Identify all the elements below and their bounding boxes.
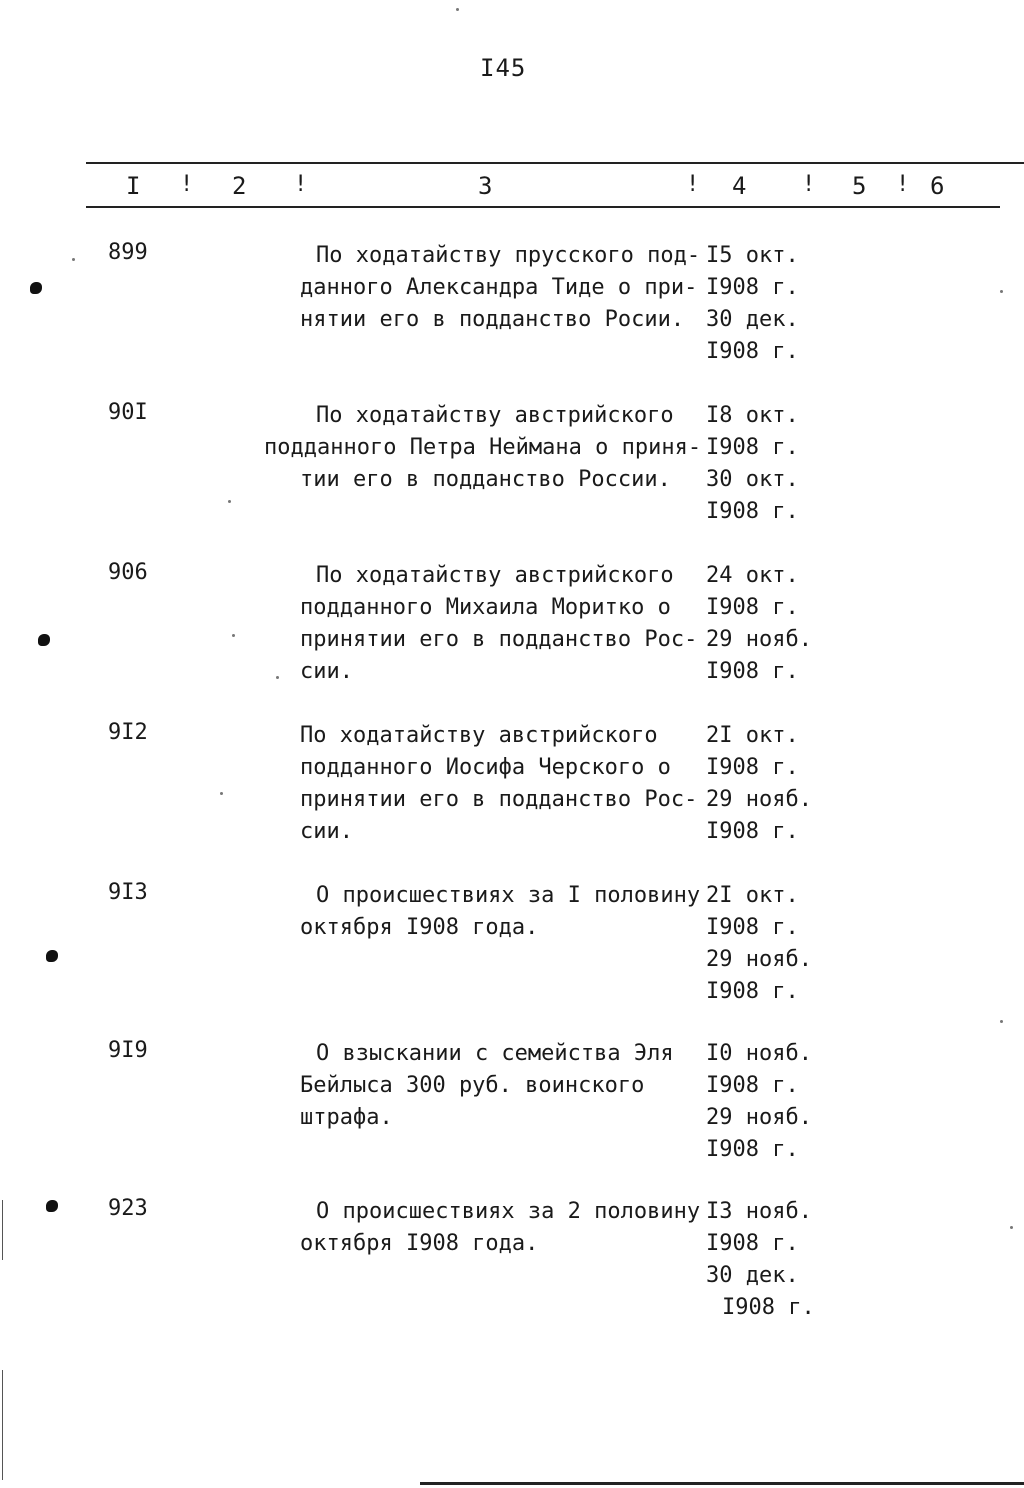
entry-end-year: I908 г. — [706, 819, 799, 844]
entry-end-date: 29 нояб. — [706, 1105, 812, 1130]
entry-end-date: 30 окт. — [706, 467, 799, 492]
scan-speck — [1000, 290, 1003, 293]
entry-end-year: I908 г. — [706, 1137, 799, 1162]
entry-text-line: По ходатайству прусского под- — [316, 243, 701, 268]
entry-text-line: О взыскании с семейства Эля — [316, 1041, 674, 1066]
scan-speck — [228, 500, 231, 503]
entry-start-date: 2I окт. — [706, 723, 799, 748]
entry-number: 9I3 — [108, 880, 148, 905]
scan-speck — [456, 8, 459, 11]
entry-start-date: I3 нояб. — [706, 1199, 812, 1224]
entry-number: 9I2 — [108, 720, 148, 745]
entry-end-year: I908 г. — [706, 339, 799, 364]
column-header-4: 4 — [732, 172, 747, 200]
entry-end-year: I908 г. — [706, 659, 799, 684]
entry-text-line: Бейлыса 300 руб. воинского — [300, 1073, 645, 1098]
entry-text-line: сии. — [300, 819, 353, 844]
binding-edge-line — [2, 1200, 3, 1260]
column-separator: ! — [180, 172, 194, 197]
column-header-6: 6 — [930, 172, 945, 200]
column-separator: ! — [802, 172, 816, 197]
scan-speck — [276, 676, 279, 679]
punch-hole-mark — [38, 634, 50, 646]
binding-edge-line — [2, 1370, 3, 1480]
entry-text-line: данного Александра Тиде о при- — [300, 275, 698, 300]
entry-text-line: тии его в подданство России. — [300, 467, 671, 492]
scan-speck — [72, 258, 75, 261]
entry-text-line: принятии его в подданство Рос- — [300, 627, 698, 652]
entry-start-date: I8 окт. — [706, 403, 799, 428]
column-header-3: 3 — [478, 172, 493, 200]
entry-number: 923 — [108, 1196, 148, 1221]
entry-end-year: I908 г. — [706, 979, 799, 1004]
entry-text-line: По ходатайству австрийского — [300, 723, 658, 748]
entry-number: 906 — [108, 560, 148, 585]
column-separator: ! — [686, 172, 700, 197]
entry-start-date: 2I окт. — [706, 883, 799, 908]
column-header-2: 2 — [232, 172, 247, 200]
entry-text-line: О происшествиях за I половину — [316, 883, 701, 908]
entry-end-date: 30 дек. — [706, 1263, 799, 1288]
entry-end-year: I908 г. — [722, 1295, 815, 1320]
entry-text-line: По ходатайству австрийского — [316, 563, 674, 588]
column-header-5: 5 — [852, 172, 867, 200]
entry-start-date: 24 окт. — [706, 563, 799, 588]
page-number: I45 — [480, 54, 527, 82]
entry-end-date: 30 дек. — [706, 307, 799, 332]
entry-start-year: I908 г. — [706, 915, 799, 940]
column-separator: ! — [294, 172, 308, 197]
page-bottom-rule — [420, 1482, 1024, 1485]
entry-start-year: I908 г. — [706, 435, 799, 460]
punch-hole-mark — [46, 950, 58, 962]
entry-start-date: I0 нояб. — [706, 1041, 812, 1066]
entry-start-year: I908 г. — [706, 755, 799, 780]
entry-start-year: I908 г. — [706, 275, 799, 300]
entry-text-line: сии. — [300, 659, 353, 684]
entry-number: 9I9 — [108, 1038, 148, 1063]
entry-text-line: подданного Петра Неймана о приня- — [264, 435, 702, 460]
entry-number: 899 — [108, 240, 148, 265]
punch-hole-mark — [46, 1200, 58, 1212]
entry-end-date: 29 нояб. — [706, 627, 812, 652]
table-top-rule — [86, 162, 1024, 164]
scan-speck — [1010, 1226, 1013, 1229]
entry-text-line: подданного Иосифа Черского о — [300, 755, 671, 780]
entry-start-year: I908 г. — [706, 1231, 799, 1256]
entry-text-line: По ходатайству австрийского — [316, 403, 674, 428]
entry-end-year: I908 г. — [706, 499, 799, 524]
entry-start-date: I5 окт. — [706, 243, 799, 268]
column-header-1: I — [126, 172, 141, 200]
table-header-rule — [86, 206, 1000, 208]
entry-start-year: I908 г. — [706, 595, 799, 620]
entry-text-line: О происшествиях за 2 половину — [316, 1199, 701, 1224]
entry-text-line: штрафа. — [300, 1105, 393, 1130]
entry-text-line: подданного Михаила Моритко о — [300, 595, 671, 620]
entry-end-date: 29 нояб. — [706, 947, 812, 972]
entry-text-line: октября I908 года. — [300, 915, 539, 940]
punch-hole-mark — [30, 282, 42, 294]
entry-text-line: октября I908 года. — [300, 1231, 539, 1256]
entry-start-year: I908 г. — [706, 1073, 799, 1098]
entry-text-line: нятии его в подданство Росии. — [300, 307, 685, 332]
entry-number: 90I — [108, 400, 148, 425]
scan-speck — [232, 634, 235, 637]
column-separator: ! — [896, 172, 910, 197]
scan-speck — [1000, 1020, 1003, 1023]
entry-text-line: принятии его в подданство Рос- — [300, 787, 698, 812]
entry-end-date: 29 нояб. — [706, 787, 812, 812]
scan-speck — [220, 792, 223, 795]
